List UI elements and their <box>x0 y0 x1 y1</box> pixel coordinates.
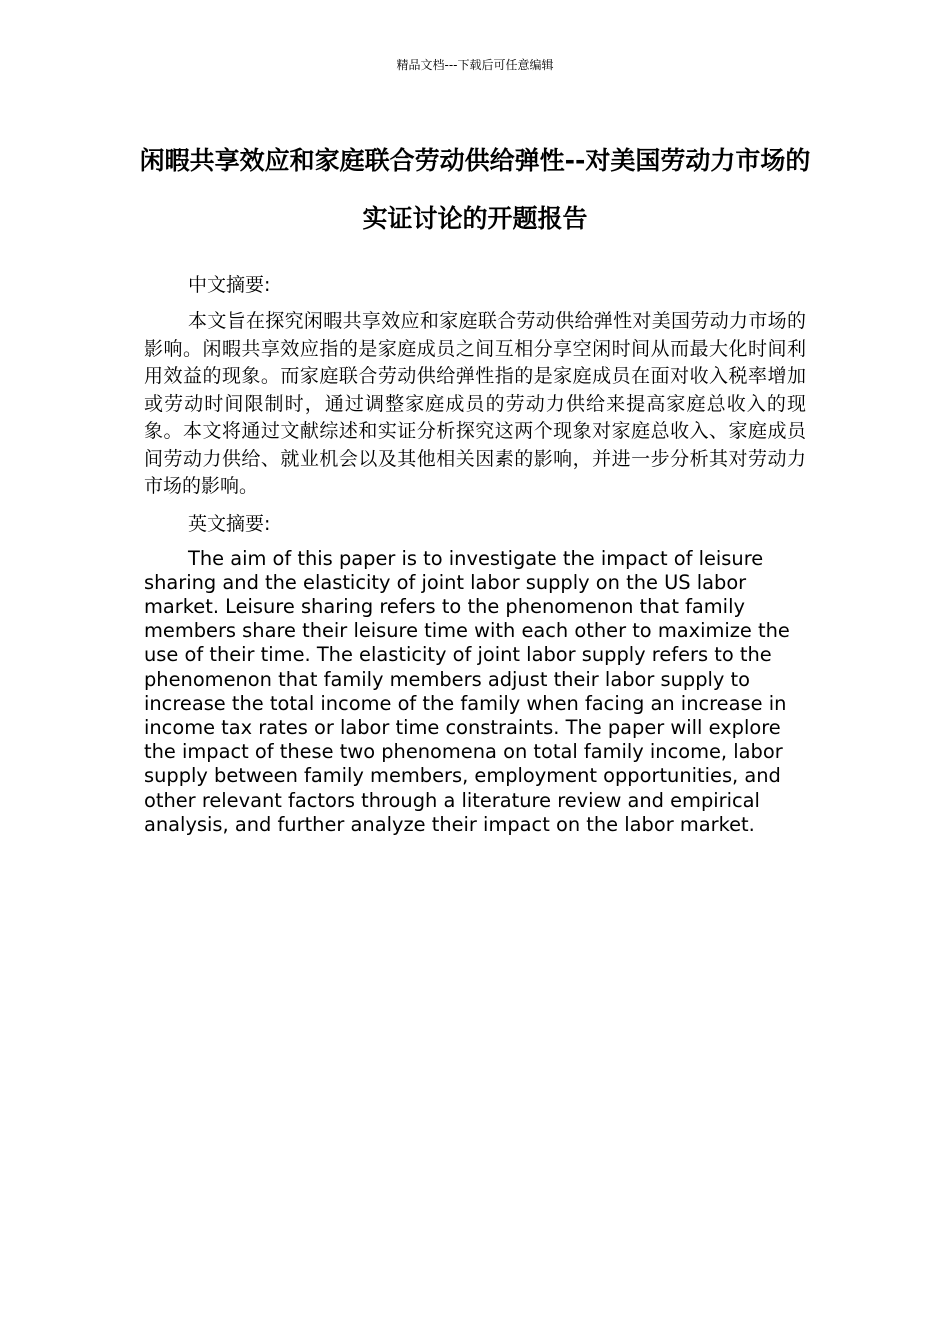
header-note: 精品文档---下载后可任意编辑 <box>396 58 554 72</box>
document-title: 闲暇共享效应和家庭联合劳动供给弹性--对美国劳动力市场的实证讨论的开题报告 <box>139 146 811 233</box>
chinese-abstract-label: 中文摘要: <box>188 274 271 296</box>
english-abstract-label: 英文摘要: <box>188 512 271 535</box>
chinese-abstract-text: 本文旨在探究闲暇共享效应和家庭联合劳动供给弹性对美国劳动力市场的影响。闲暇共享效应指的是家庭成员之间互相分享空闲时间从而最大化时间利用效益的现象。而家庭联合劳动供给弹性指的是家庭成员在面对收入税率增加或劳动时间限制时，通过调整家庭成员的劳动力供给来提高家庭总收入的现象。本文将通过文献综述和实证分析探究这两个现象对家庭总收入、家庭成员间劳动力供给、就业机会以及其他相关因素的影响，并进一步分析其对劳动力市场的影响。 <box>144 310 806 497</box>
english-abstract-text: The aim of this paper is to investigate the impact of leisure sharing and the elasticity of joint labor supply on the US labor market. Leisure sharing refers to the phenomenon that family members share their leisure time with each other to maximize the use of their time. The elasticity of joint labor supply refers to the phenomenon that family members adjust their labor supply to increase the total income of the family when facing an increase in income tax rates or labor time constraints. The paper will explore the impact of these two phenomena on total family income, labor supply between family members, employment opportunities, and other relevant factors through a literature review and empirical analysis, and further analyze their impact on the labor market. <box>144 546 790 836</box>
document-body <box>144 270 806 837</box>
